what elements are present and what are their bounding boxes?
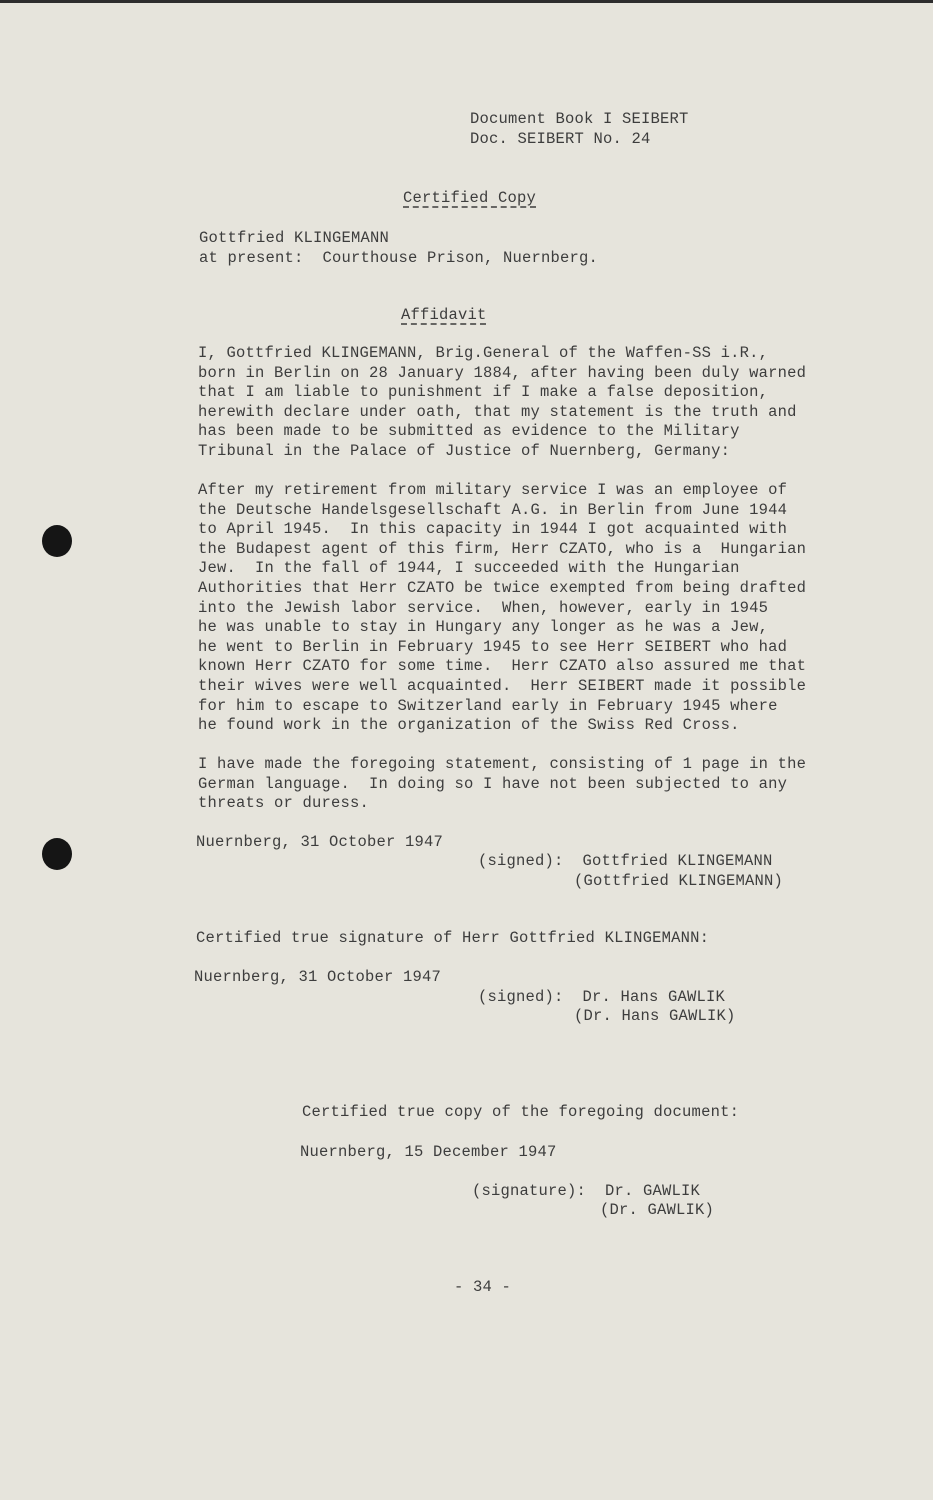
typed-name-1: (Gottfried KLINGEMANN) [574,872,784,890]
signed-line-1: (signed): Gottfried KLINGEMANN [478,852,773,870]
punch-hole-lower [42,838,72,870]
affiant-location: at present: Courthouse Prison, Nuernberg. [199,249,599,267]
doc-book-line: Document Book I SEIBERT [470,110,689,128]
place-date-1: Nuernberg, 31 October 1947 [196,833,444,851]
page-top-edge [0,0,933,3]
certification-copy-text: Certified true copy of the foregoing document: [302,1103,740,1121]
page-number: - 34 - [454,1278,512,1296]
paragraph-closing: I have made the foregoing statement, consisting of 1 page in the German language. In doing so I have not been subjected to any threats or duress. [198,755,807,813]
affiant-name: Gottfried KLINGEMANN [199,229,390,247]
typed-name-3: (Dr. GAWLIK) [600,1201,715,1219]
typed-name-2: (Dr. Hans GAWLIK) [574,1007,736,1025]
signed-line-3: (signature): Dr. GAWLIK [472,1182,701,1200]
place-date-3: Nuernberg, 15 December 1947 [300,1143,557,1161]
doc-number-line: Doc. SEIBERT No. 24 [470,130,651,148]
paragraph-statement: After my retirement from military service I was an employee of the Deutsche Handelsgesellschaft A.G. in Berlin from June 1944 to April 1945. In this capacity in 1944 I got acquainted with the Budapest agent of this firm, Herr CZATO, who is a Hungarian Jew. In the fall of 1944, I succeeded with the Hungarian Authorities that Herr CZATO be twice exempted from being drafted into the Jewish labor service. When, however, early in 1945 he was unable to stay in Hungary any longer as he was a Jew, he went to Berlin in February 1945 to see Herr SEIBERT who had known Herr CZATO for some time. Herr CZATO also assured me that their wives were well acquainted. Herr SEIBERT made it possible for him to escape to Switzerland early in February 1945 where he found work in the organization of the Swiss Red Cross. [198,481,807,735]
certified-copy-title: Certified Copy [403,189,537,207]
paragraph-declaration: I, Gottfried KLINGEMANN, Brig.General of the Waffen-SS i.R., born in Berlin on 28 January 1884, after having been duly warned that I am liable to punishment if I make a false deposition, herewith declare under oath, that my statement is the truth and has been made to be submitted as evidence to the Military Tribunal in the Palace of Justice of Nuernberg, Germany: [198,344,807,460]
place-date-2: Nuernberg, 31 October 1947 [194,968,442,986]
certification-signature-text: Certified true signature of Herr Gottfried KLINGEMANN: [196,929,710,947]
punch-hole-upper [42,525,72,557]
signed-line-2: (signed): Dr. Hans GAWLIK [478,988,726,1006]
affidavit-title: Affidavit [401,306,487,324]
